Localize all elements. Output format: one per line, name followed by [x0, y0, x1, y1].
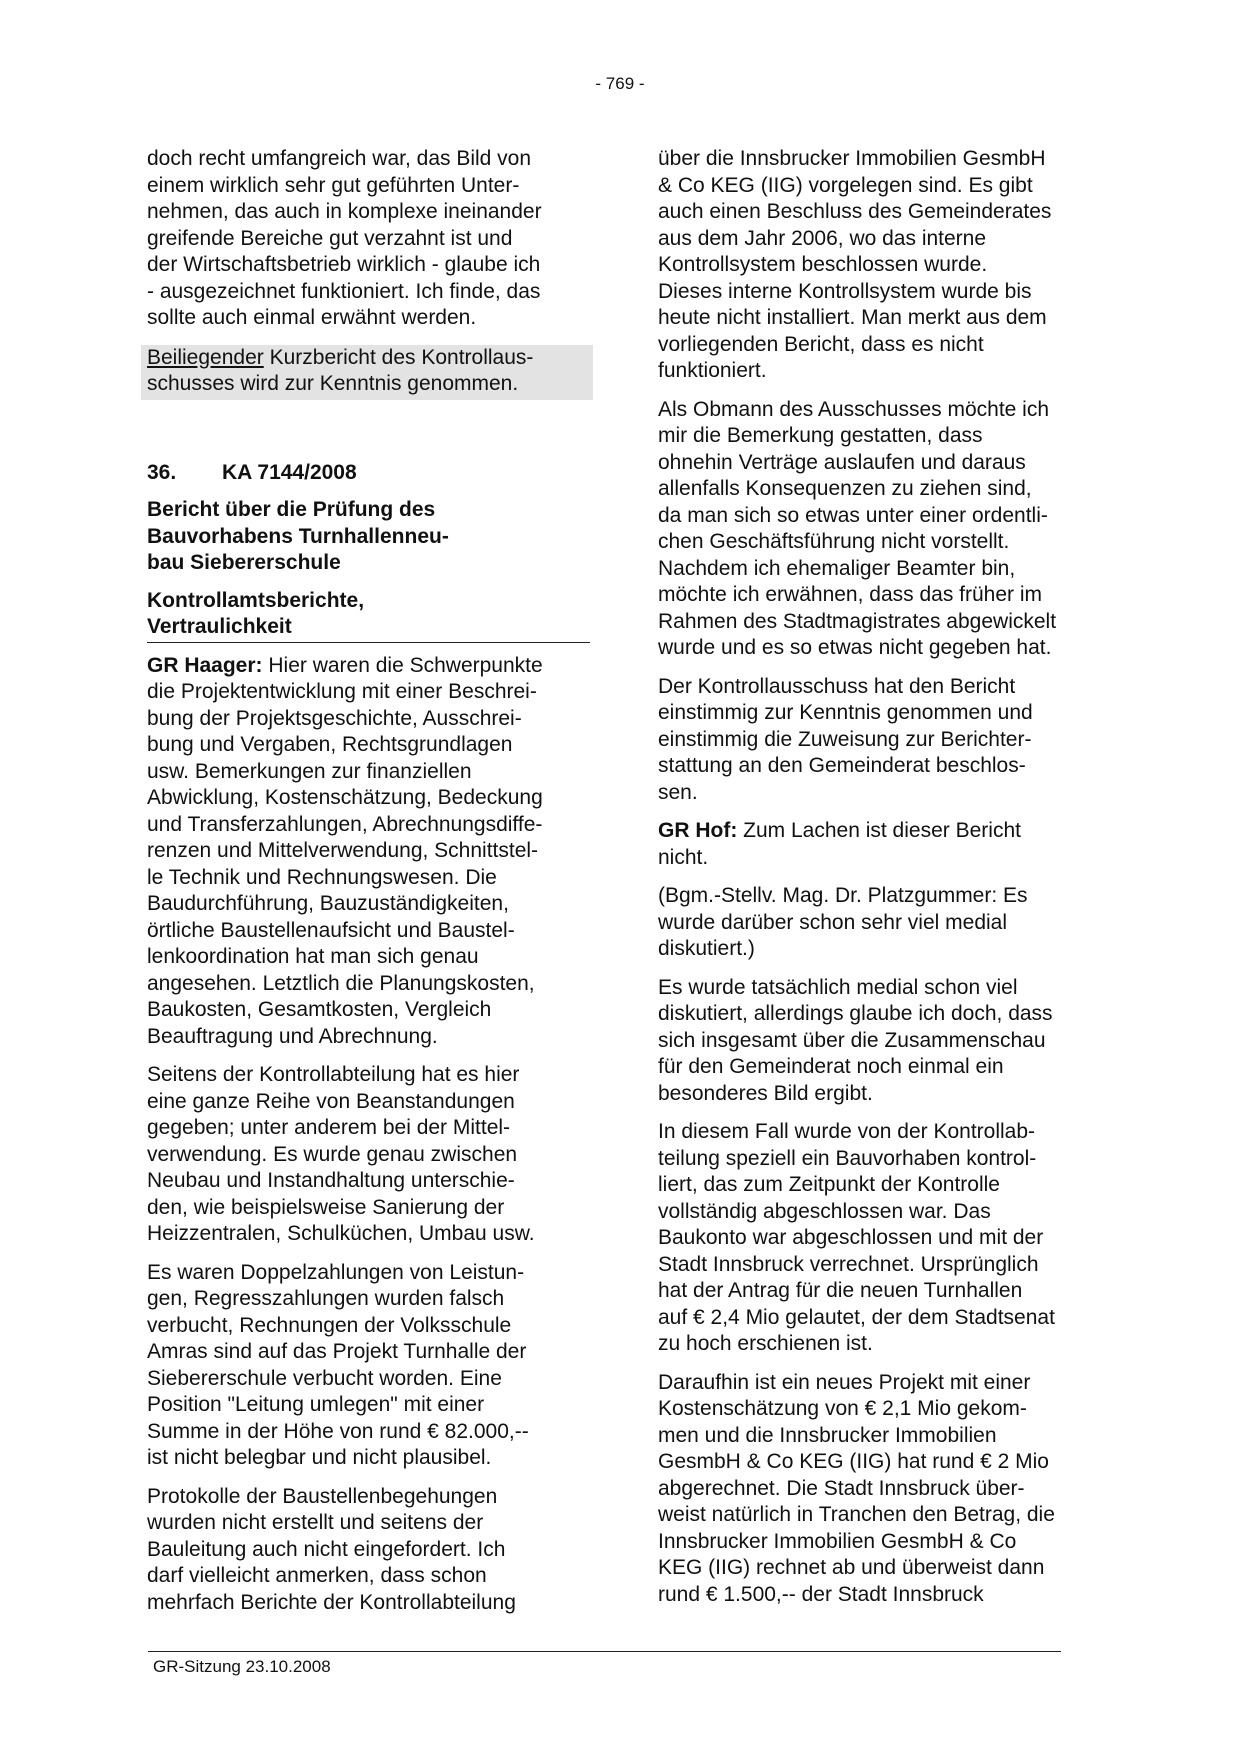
- text-line: [147, 345, 587, 372]
- paragraph: [658, 1119, 1098, 1358]
- text-line: bung der Projektsgeschichte, Ausschrei-: [147, 706, 522, 730]
- text-line: greifende Bereiche gut verzahnt ist und: [147, 226, 513, 250]
- text-line: Der Kontrollausschuss hat den Bericht: [658, 674, 1016, 698]
- agenda-item-subtitle: [147, 588, 587, 641]
- text-line: & Co KEG (IIG) vorgelegen sind. Es gibt: [658, 173, 1033, 197]
- text-line: Summe in der Höhe von rund € 82.000,--: [147, 1419, 529, 1443]
- paragraph: [658, 146, 1098, 385]
- text-line: der Wirtschaftsbetrieb wirklich - glaube ich: [147, 253, 541, 276]
- text-line: Vertraulichkeit: [147, 615, 292, 638]
- text-line: bau Siebererschule: [147, 551, 341, 574]
- right-column: [658, 146, 1098, 1608]
- text-line: Bauleitung auch nicht eingefordert. Ich: [147, 1537, 506, 1561]
- text-line: Baukosten, Gesamtkosten, Vergleich: [147, 998, 492, 1021]
- paragraph: [658, 1370, 1098, 1609]
- agenda-item-reference: KA 7144/2008: [222, 460, 357, 484]
- text-line: eine ganze Reihe von Beanstandungen: [147, 1089, 515, 1113]
- text-line: le Technik und Rechnungswesen. Die: [147, 865, 497, 889]
- text-line: mehrfach Berichte der Kontrollabteilung: [147, 1590, 516, 1614]
- text-line: da man sich so etwas unter einer ordentli-: [658, 503, 1048, 527]
- text-line: ohnehin Verträge auslaufen und daraus: [658, 450, 1026, 474]
- text-line: ist nicht belegbar und nicht plausibel.: [147, 1446, 492, 1469]
- text-line: Kontrollamtsberichte,: [147, 588, 365, 612]
- text-line: weist natürlich in Tranchen den Betrag, die: [658, 1503, 1055, 1526]
- text-line: diskutiert, allerdings glaube ich doch, dass: [658, 1002, 1053, 1025]
- text-line: Dieses interne Kontrollsystem wurde bis: [658, 279, 1032, 303]
- paragraph: [658, 975, 1098, 1108]
- agenda-item-title: [147, 497, 587, 577]
- text-line: einem wirklich sehr gut geführten Unter-: [147, 173, 520, 197]
- footer-session-date: GR-Sitzung 23.10.2008: [153, 1657, 331, 1676]
- text-line: Baukonto war abgeschlossen und mit der: [658, 1226, 1044, 1249]
- text-line: mir die Bemerkung gestatten, dass: [658, 424, 983, 447]
- text-line: Daraufhin ist ein neues Projekt mit einer: [658, 1370, 1031, 1394]
- speaker-name: GR Haager:: [147, 653, 263, 677]
- text-line: KEG (IIG) rechnet ab und überweist dann: [658, 1556, 1045, 1579]
- text-line: rund € 1.500,-- der Stadt Innsbruck: [658, 1582, 984, 1606]
- paragraph: [147, 1260, 587, 1472]
- text-line: Beauftragung und Abrechnung.: [147, 1024, 438, 1048]
- paragraph-haager: [147, 653, 587, 1051]
- decision-underlined-word: Beiliegender: [147, 345, 264, 369]
- text-line: In diesem Fall wurde von der Kontrollab-: [658, 1120, 1036, 1143]
- text-line: nehmen, das auch in komplexe ineinander: [147, 200, 542, 223]
- text-line: Es wurde tatsächlich medial schon viel: [658, 975, 1018, 999]
- text-line: nicht.: [658, 845, 709, 869]
- text-line: verbucht, Rechnungen der Volksschule: [147, 1313, 512, 1337]
- paragraph-intro: [147, 146, 587, 332]
- paragraph: [658, 674, 1098, 807]
- text-line: für den Gemeinderat noch einmal ein: [658, 1055, 1004, 1078]
- text-line: auf € 2,4 Mio gelautet, der dem Stadtsenat: [658, 1305, 1055, 1329]
- speech-text: Hier waren die Schwerpunkte: [262, 653, 543, 677]
- text-line: Stadt Innsbruck verrechnet. Ursprünglich: [658, 1252, 1039, 1276]
- text-line: Innsbrucker Immobilien GesmbH & Co: [658, 1529, 1017, 1553]
- text-line: Nachdem ich ehemaliger Beamter bin,: [658, 556, 1016, 580]
- text-line: chen Geschäftsführung nicht vorstellt.: [658, 530, 1010, 553]
- text-line: stattung an den Gemeinderat beschlos-: [658, 754, 1026, 777]
- agenda-item-header: [147, 460, 587, 641]
- text-line: - ausgezeichnet funktioniert. Ich finde, das: [147, 279, 541, 303]
- text-line: gegeben; unter anderem bei der Mittel-: [147, 1116, 511, 1139]
- text-line: heute nicht installiert. Man merkt aus dem: [658, 306, 1047, 329]
- text-line: wurde darüber schon sehr viel medial: [658, 910, 1008, 934]
- text-line: Es waren Doppelzahlungen von Leistun-: [147, 1260, 525, 1284]
- speaker-name: GR Hof:: [658, 819, 738, 842]
- text-line: sen.: [658, 780, 698, 804]
- text-line: über die Innsbrucker Immobilien GesmbH: [658, 147, 1046, 170]
- decision-text: Kurzbericht des Kontrollaus-: [263, 345, 534, 369]
- text-line: Protokolle der Baustellenbegehungen: [147, 1484, 498, 1508]
- text-line: Kontrollsystem beschlossen wurde.: [658, 253, 988, 276]
- text-line: auch einen Beschluss des Gemeinderates: [658, 200, 1052, 223]
- paragraph-interjection: [658, 883, 1098, 963]
- text-line: hat der Antrag für die neuen Turnhallen: [658, 1279, 1023, 1302]
- text-line: gen, Regresszahlungen wurden falsch: [147, 1287, 505, 1310]
- text-line: einstimmig die Zuweisung zur Berichter-: [658, 727, 1032, 751]
- text-line: (Bgm.-Stellv. Mag. Dr. Platzgummer: Es: [658, 884, 1028, 907]
- text-line: diskutiert.): [658, 937, 755, 960]
- text-line: Bauvorhabens Turnhallenneu-: [147, 524, 449, 548]
- text-line: men und die Innsbrucker Immobilien: [658, 1423, 997, 1447]
- text-line: darf vielleicht anmerken, dass schon: [147, 1564, 487, 1587]
- text-line: zu hoch erschienen ist.: [658, 1332, 873, 1355]
- page-number: - 769 -: [595, 74, 645, 93]
- text-line: teilung speziell ein Bauvorhaben kontrol-: [658, 1146, 1037, 1170]
- text-line: Baudurchführung, Bauzuständigkeiten,: [147, 892, 509, 915]
- text-line: doch recht umfangreich war, das Bild von: [147, 147, 532, 170]
- paragraph: [658, 397, 1098, 662]
- text-line: verwendung. Es wurde genau zwischen: [147, 1142, 518, 1166]
- text-line: schusses wird zur Kenntnis genommen.: [147, 372, 519, 395]
- text-line: liert, das zum Zeitpunkt der Kontrolle: [658, 1173, 1000, 1196]
- section-divider: [147, 642, 590, 643]
- text-line: Abwicklung, Kostenschätzung, Bedeckung: [147, 786, 543, 809]
- text-line: die Projektentwicklung mit einer Beschrei-: [147, 680, 537, 703]
- decision-box: [141, 345, 593, 400]
- text-line: Kostenschätzung von € 2,1 Mio gekom-: [658, 1397, 1027, 1420]
- text-line: abgerechnet. Die Stadt Innsbruck über-: [658, 1476, 1025, 1500]
- speech-text: Zum Lachen ist dieser Bericht: [737, 819, 1021, 842]
- text-line: Siebererschule verbucht worden. Eine: [147, 1366, 502, 1390]
- text-line: Neubau und Instandhaltung unterschie-: [147, 1169, 515, 1192]
- text-line: wurden nicht erstellt und seitens der: [147, 1511, 484, 1534]
- text-line: einstimmig zur Kenntnis genommen und: [658, 701, 1033, 724]
- text-line: vollständig abgeschlossen war. Das: [658, 1199, 991, 1223]
- text-line: GesmbH & Co KEG (IIG) hat rund € 2 Mio: [658, 1450, 1049, 1473]
- footer-divider: [148, 1651, 1061, 1652]
- text-line: örtliche Baustellenaufsicht und Baustel-: [147, 918, 515, 942]
- text-line: Heizzentralen, Schulküchen, Umbau usw.: [147, 1222, 535, 1245]
- left-column: [147, 146, 587, 1616]
- text-line: möchte ich erwähnen, dass das früher im: [658, 583, 1043, 606]
- text-line: Rahmen des Stadtmagistrates abgewickelt: [658, 609, 1057, 633]
- text-line: Bericht über die Prüfung des: [147, 498, 436, 521]
- agenda-item-row: [147, 460, 587, 487]
- text-line: lenkoordination hat man sich genau: [147, 945, 479, 968]
- text-line: Als Obmann des Ausschusses möchte ich: [658, 397, 1050, 421]
- paragraph: [147, 1062, 587, 1248]
- text-line: Seitens der Kontrollabteilung hat es hier: [147, 1063, 520, 1086]
- text-line: usw. Bemerkungen zur finanziellen: [147, 759, 472, 783]
- text-line: renzen und Mittelverwendung, Schnittstel-: [147, 839, 539, 862]
- text-line: sich insgesamt über die Zusammenschau: [658, 1028, 1046, 1052]
- text-line: angesehen. Letztlich die Planungskosten,: [147, 971, 535, 995]
- text-line: wurde und es so etwas nicht gegeben hat.: [658, 636, 1052, 659]
- text-line: vorliegenden Bericht, dass es nicht: [658, 332, 984, 356]
- text-line: und Transferzahlungen, Abrechnungsdiffe-: [147, 812, 543, 836]
- agenda-item-number: 36.: [147, 460, 177, 484]
- text-line: aus dem Jahr 2006, wo das interne: [658, 226, 987, 250]
- paragraph-hof: [658, 818, 1098, 871]
- text-line: [147, 653, 587, 680]
- paragraph: [147, 1484, 587, 1617]
- text-line: allenfalls Konsequenzen zu ziehen sind,: [658, 477, 1032, 500]
- text-line: besonderes Bild ergibt.: [658, 1081, 873, 1105]
- text-line: Position "Leitung umlegen" mit einer: [147, 1393, 485, 1416]
- text-line: den, wie beispielsweise Sanierung der: [147, 1195, 505, 1219]
- text-line: funktioniert.: [658, 359, 767, 382]
- text-line: sollte auch einmal erwähnt werden.: [147, 306, 477, 329]
- text-line: bung und Vergaben, Rechtsgrundlagen: [147, 733, 513, 756]
- text-line: [658, 818, 1098, 845]
- text-line: Amras sind auf das Projekt Turnhalle der: [147, 1340, 527, 1363]
